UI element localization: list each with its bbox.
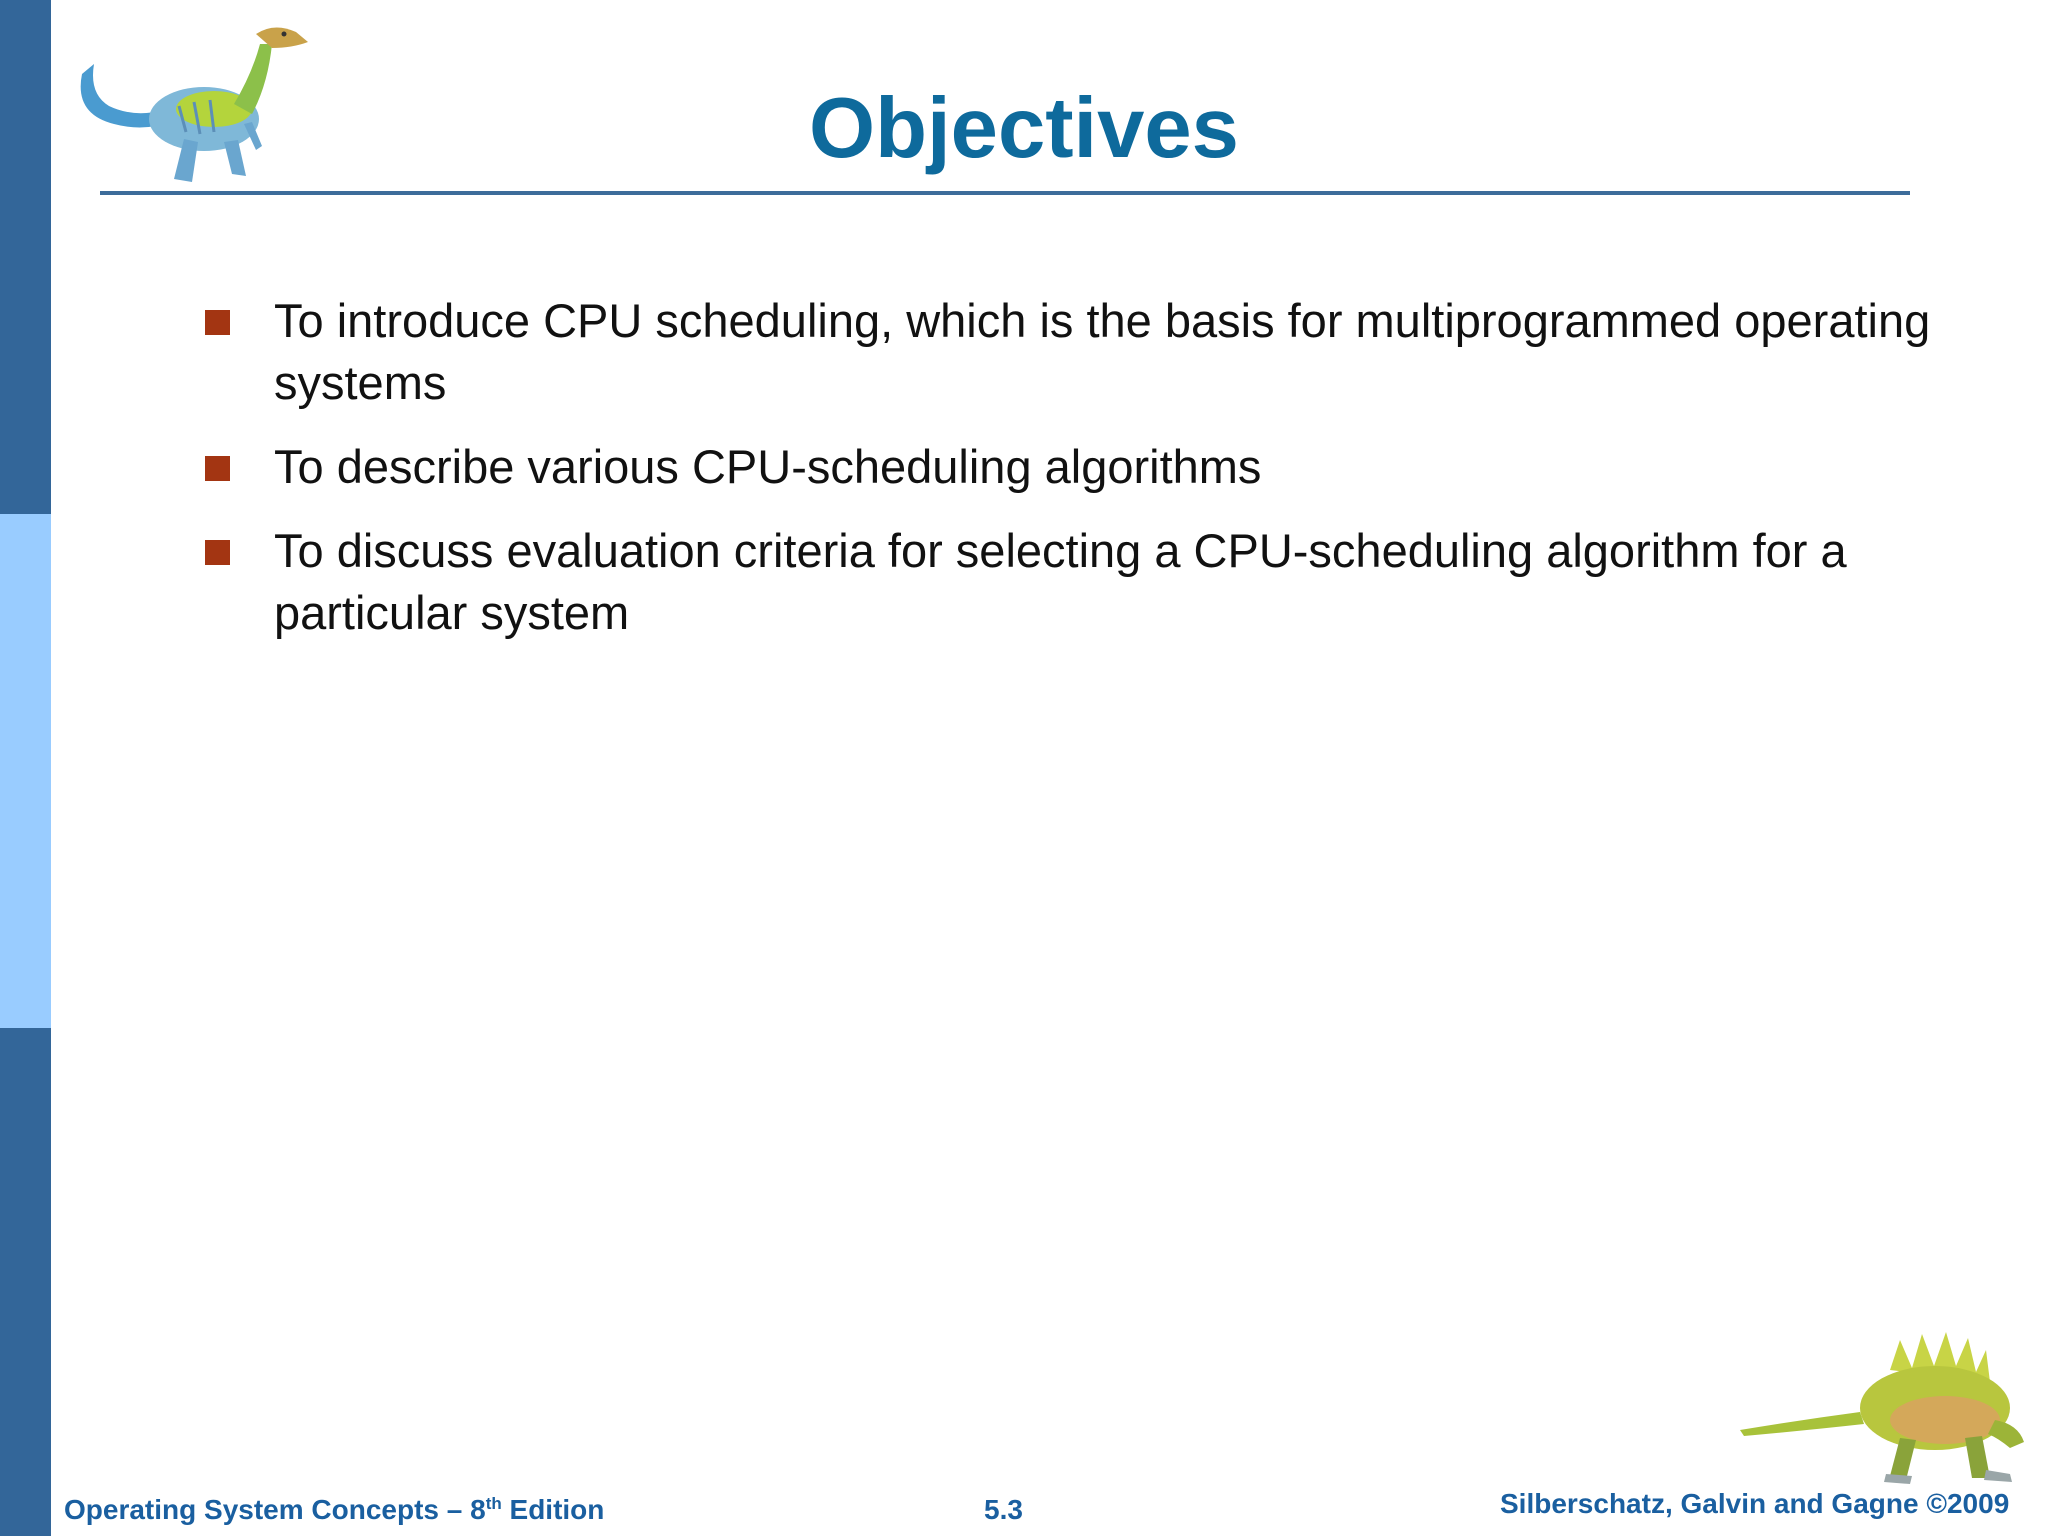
stegosaurus-icon xyxy=(1740,1320,2030,1490)
footer-book-title xyxy=(64,1494,604,1526)
footer-book-title-prefix: Operating System Concepts – 8 xyxy=(64,1494,486,1525)
square-bullet-icon xyxy=(205,540,230,565)
side-bar-top xyxy=(0,0,51,514)
bullet-item xyxy=(200,290,2010,414)
side-bar-bottom xyxy=(0,1028,51,1536)
side-bar-middle xyxy=(0,514,51,1028)
title-divider xyxy=(100,191,1910,195)
bullet-text: To describe various CPU-scheduling algorithms xyxy=(274,440,1262,493)
bullet-text: To introduce CPU scheduling, which is the basis for multiprogrammed operating systems xyxy=(274,294,1931,409)
bullet-text: To discuss evaluation criteria for selecting a CPU-scheduling algorithm for a particular system xyxy=(274,524,1847,639)
bullet-list xyxy=(200,290,2010,666)
slide-title: Objectives xyxy=(809,81,1239,176)
footer-page-number: 5.3 xyxy=(984,1494,1023,1525)
footer-book-title-suffix: Edition xyxy=(501,1494,605,1525)
square-bullet-icon xyxy=(205,456,230,481)
footer-edition-superscript: th xyxy=(485,1494,502,1513)
bullet-item xyxy=(200,436,2010,498)
bullet-item xyxy=(200,520,2010,644)
square-bullet-icon xyxy=(205,310,230,335)
footer-copyright: Silberschatz, Galvin and Gagne ©2009 xyxy=(1500,1488,2010,1519)
